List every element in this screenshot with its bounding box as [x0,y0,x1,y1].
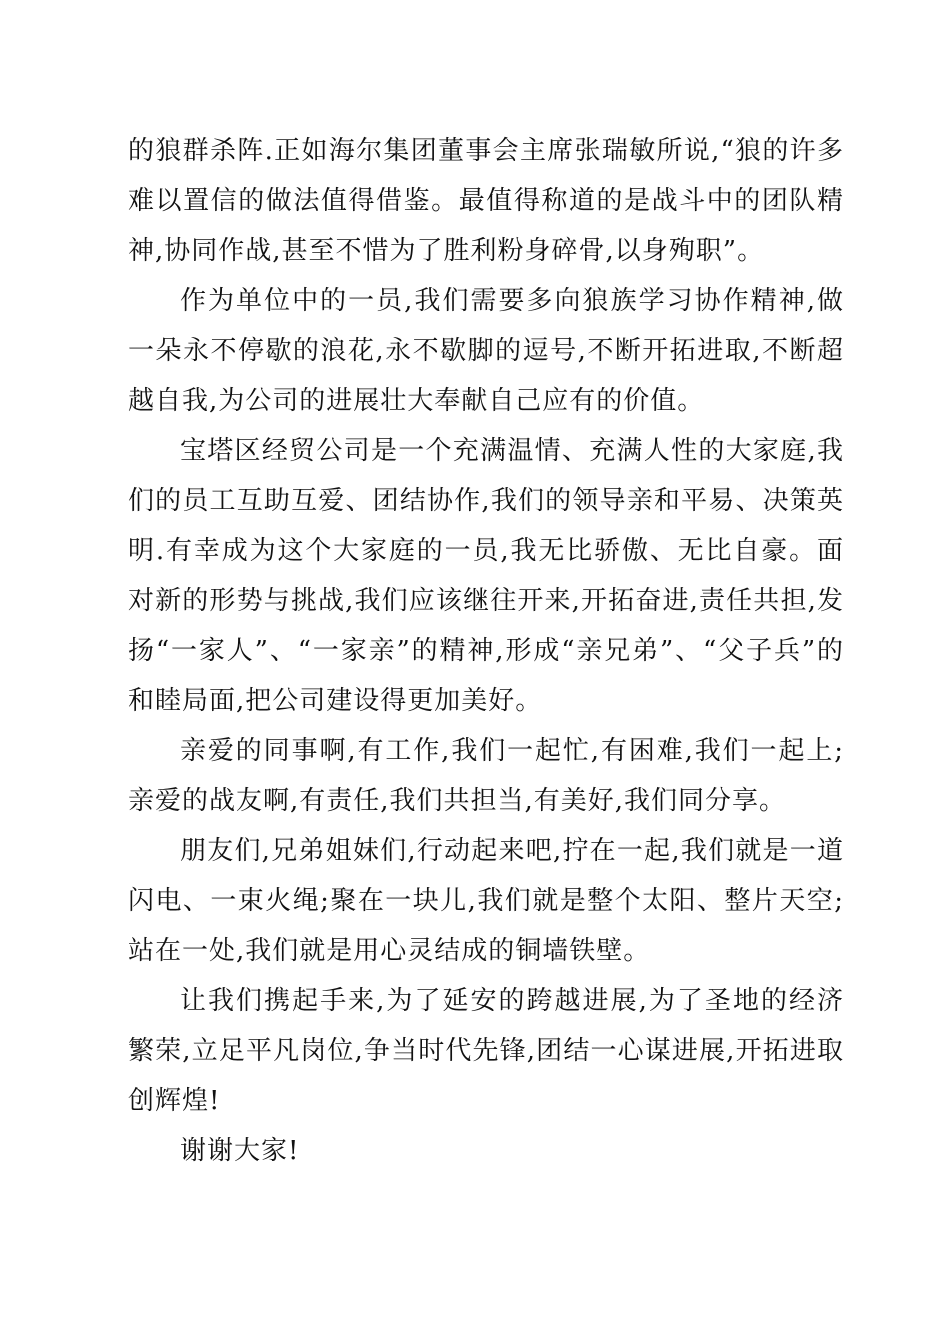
document-body [128,126,844,1176]
paragraph: 朋友们,兄弟姐妹们,行动起来吧,拧在一起,我们就是一道闪电、一束火绳;聚在一块儿,我们就是整个太阳、整片天空;站在一处,我们就是用心灵结成的铜墙铁壁。 [128,836,844,966]
paragraph: 的狼群杀阵.正如海尔集团董事会主席张瑞敏所说,“狼的许多难以置信的做法值得借鉴。最值得称道的是战斗中的团队精神,协同作战,甚至不惜为了胜利粉身碎骨,以身殉职”。 [128,136,844,266]
paragraph: 作为单位中的一员,我们需要多向狼族学习协作精神,做一朵永不停歇的浪花,永不歇脚的逗号,不断开拓进取,不断超越自我,为公司的进展壮大奉献自己应有的价值。 [128,286,844,416]
paragraph: 谢谢大家! [180,1136,300,1166]
paragraph: 让我们携起手来,为了延安的跨越进展,为了圣地的经济繁荣,立足平凡岗位,争当时代先锋,团结一心谋进展,开拓进取创辉煌! [128,986,844,1116]
paragraph: 亲爱的同事啊,有工作,我们一起忙,有困难,我们一起上;亲爱的战友啊,有责任,我们共担当,有美好,我们同分享。 [128,736,844,816]
paragraph: 宝塔区经贸公司是一个充满温情、充满人性的大家庭,我们的员工互助互爱、团结协作,我们的领导亲和平易、决策英明.有幸成为这个大家庭的一员,我无比骄傲、无比自豪。面对新的形势与挑战,我们应该继往开来,开拓奋进,责任共担,发扬“一家人”、“一家亲”的精神,形成“亲兄弟”、“父子兵”的和睦局面,把公司建设得更加美好。 [128,436,844,716]
